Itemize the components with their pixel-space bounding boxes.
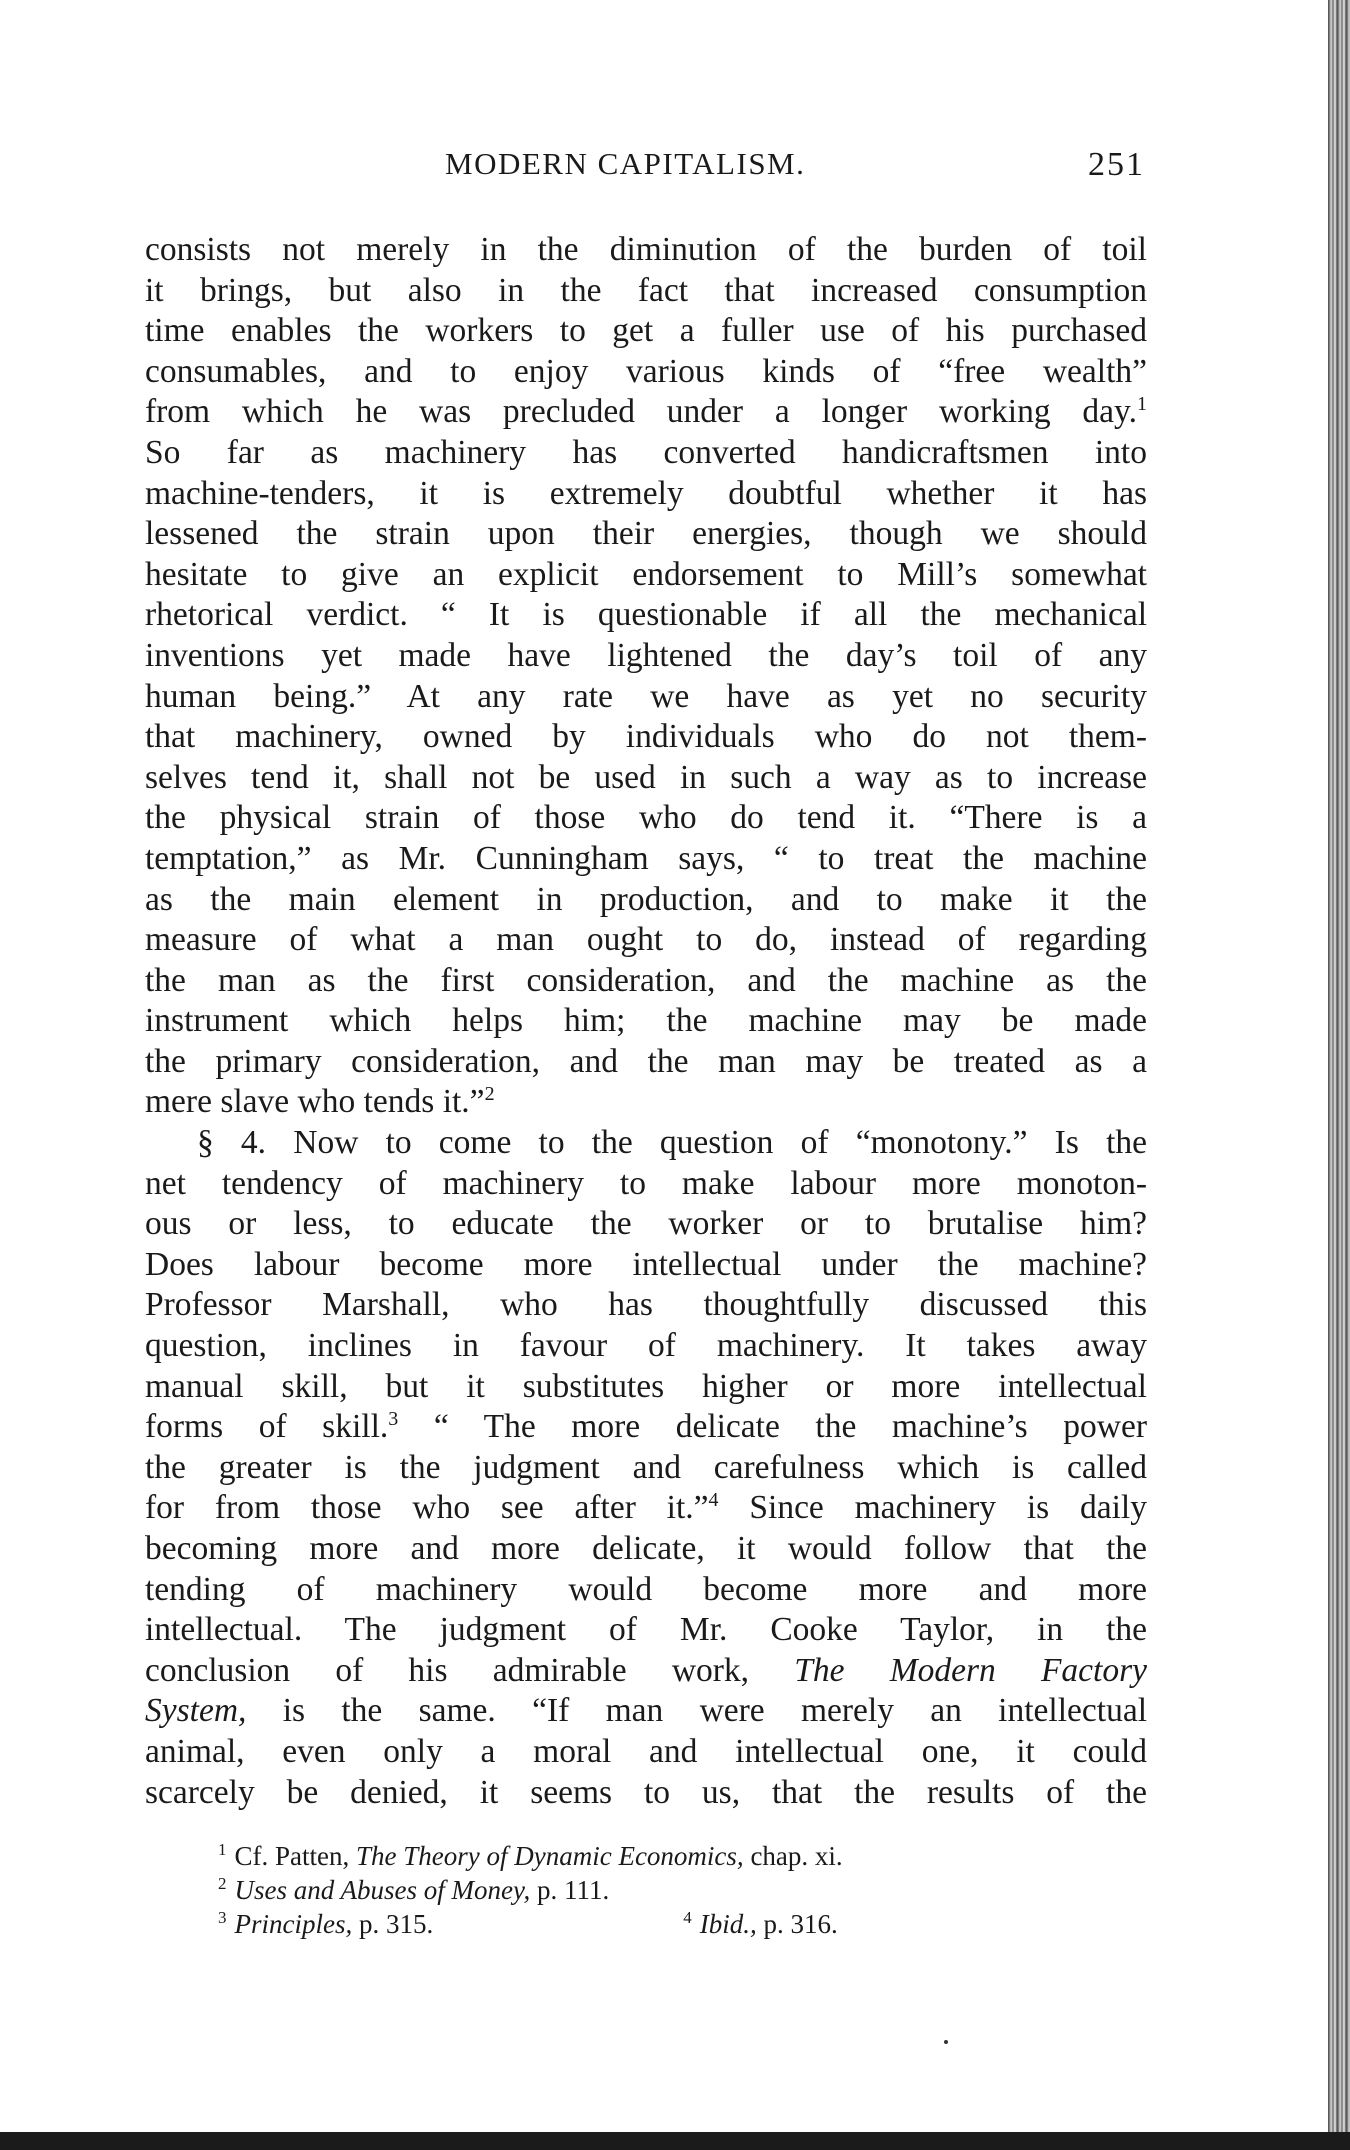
text-line: measure of what a man ought to do, instead of regarding — [145, 921, 1147, 959]
running-title: MODERN CAPITALISM. — [445, 146, 806, 181]
text-line: the primary consideration, and the man may be treated as a — [145, 1042, 1147, 1080]
book-title: System, — [145, 1692, 247, 1730]
text-line: tending of machinery would become more and more — [145, 1570, 1147, 1608]
footnote-ref: 2 — [484, 1083, 495, 1106]
text-line: consumables, and to enjoy various kinds of “free wealth” — [145, 352, 1147, 390]
text-line: time enables the workers to get a fuller use of his purchased — [145, 312, 1147, 350]
text-line: becoming more and more delicate, it would follow that the — [145, 1530, 1147, 1567]
text-segment: conclusion of his admirable work, — [145, 1651, 750, 1689]
text-line: Does labour become more intellectual under the machine? — [145, 1245, 1147, 1283]
text-line: consists not merely in the diminution of the burden of toil — [145, 231, 1147, 268]
text-segment: forms of skill. — [145, 1408, 389, 1446]
text-line — [145, 1691, 1147, 1732]
text-line: as the main element in production, and to make it the — [145, 880, 1147, 918]
footnote — [218, 1833, 1098, 1871]
footnote — [218, 1901, 1098, 1939]
text-line: rhetorical verdict. “ It is questionable if all the mechanical — [145, 596, 1147, 634]
text-segment: Since machinery is daily — [749, 1489, 1147, 1527]
text-line: inventions yet made have lightened the day’s toil of any — [145, 636, 1147, 674]
text-line: ous or less, to educate the worker or to brutalise him? — [145, 1205, 1147, 1243]
footnote-text: p. 316. — [763, 1909, 838, 1939]
page-edge-right — [1328, 0, 1350, 2150]
text-line: question, inclines in favour of machinery. It takes away — [145, 1327, 1147, 1365]
footnote-text: p. 315. — [358, 1909, 434, 1939]
text-line: human being.” At any rate we have as yet no security — [145, 677, 1147, 715]
text-line: § 4. Now to come to the question of “monotony.” Is the — [197, 1124, 1147, 1162]
text-line: the greater is the judgment and carefulness which is called — [145, 1448, 1147, 1486]
footnote-title: Principles, — [234, 1909, 353, 1939]
footnote-mark: 2 — [218, 1874, 227, 1893]
ink-speck — [944, 2040, 948, 2044]
page-edge-bottom — [0, 2132, 1350, 2150]
text-line: scarcely be denied, it seems to us, that the results of the — [145, 1773, 1147, 1811]
text-segment: from which he was precluded under a longer working day. — [145, 393, 1137, 431]
footnote-ref: 3 — [388, 1408, 399, 1431]
text-line: that machinery, owned by individuals who do not them- — [145, 718, 1147, 756]
footnote-mark: 4 — [683, 1908, 692, 1927]
text-line: So far as machinery has converted handicraftsmen into — [145, 433, 1147, 471]
footnote-ref: 4 — [708, 1489, 719, 1512]
text-segment: mere slave who tends it.” — [145, 1083, 485, 1121]
text-line — [145, 1407, 1147, 1448]
text-line — [145, 392, 1147, 433]
text-segment: “ The more delicate the machine’s power — [433, 1408, 1147, 1446]
text-line: net tendency of machinery to make labour more monoton- — [145, 1164, 1147, 1202]
text-segment: for from those who see after it.” — [145, 1489, 709, 1527]
footnote-title: Ibid., — [699, 1909, 757, 1939]
text-line: hesitate to give an explicit endorsement to Mill’s somewhat — [145, 555, 1147, 593]
footnote-ref: 1 — [1137, 393, 1147, 416]
text-line: the physical strain of those who do tend it. “There is a — [145, 799, 1147, 837]
text-line: lessened the strain upon their energies, though we should — [145, 515, 1147, 553]
text-line — [145, 1488, 1147, 1529]
page-number: 251 — [1088, 146, 1145, 183]
text-line: it brings, but also in the fact that increased consumption — [145, 271, 1147, 309]
text-line: animal, even only a moral and intellectual one, it could — [145, 1732, 1147, 1770]
text-line: manual skill, but it substitutes higher or more intellectual — [145, 1367, 1147, 1405]
text-line — [145, 1651, 1147, 1692]
footnote-text: Cf. Patten, — [234, 1841, 350, 1871]
page-header — [145, 146, 1145, 190]
text-line: machine-tenders, it is extremely doubtful whether it has — [145, 474, 1147, 512]
text-line: Professor Marshall, who has thoughtfully discussed this — [145, 1286, 1147, 1324]
text-line — [145, 1082, 1147, 1123]
footnote-text: p. 111. — [536, 1875, 610, 1905]
body-text — [145, 230, 1147, 1813]
text-line: the man as the first consideration, and the machine as the — [145, 961, 1147, 999]
footnote-mark: 1 — [218, 1840, 227, 1859]
footnote-title: The Theory of Dynamic Economics, — [356, 1841, 744, 1871]
text-line: selves tend it, shall not be used in such a way as to increase — [145, 758, 1147, 796]
footnote-mark: 3 — [218, 1908, 227, 1927]
footnote — [218, 1867, 1098, 1905]
text-line: intellectual. The judgment of Mr. Cooke Taylor, in the — [145, 1611, 1147, 1649]
footnote-text: chap. xi. — [750, 1841, 843, 1871]
book-title: The Modern Factory — [794, 1651, 1147, 1689]
text-segment: is the same. “If man were merely an intellectual — [282, 1692, 1147, 1730]
footnote-title: Uses and Abuses of Money, — [234, 1875, 531, 1905]
text-line: temptation,” as Mr. Cunningham says, “ to treat the machine — [145, 839, 1147, 877]
text-line: instrument which helps him; the machine may be made — [145, 1002, 1147, 1040]
footnotes — [218, 1833, 1098, 1939]
